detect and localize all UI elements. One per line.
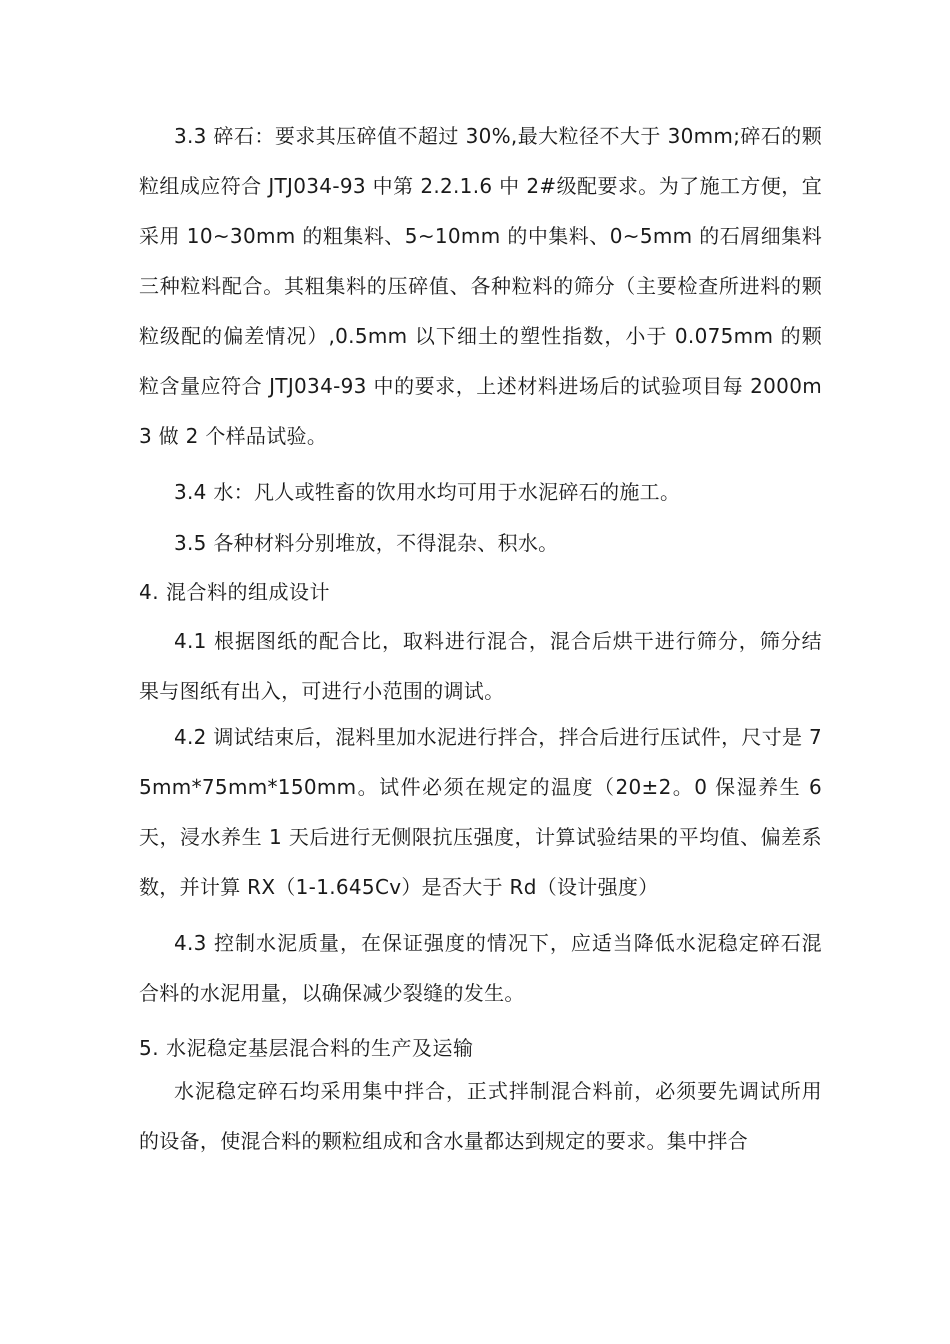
- paragraph-4-2: 4.2 调试结束后，混料里加水泥进行拌合，拌合后进行压试件，尺寸是 75mm*75mm*150mm。试件必须在规定的温度（20±2。0 保湿养生 6 天，浸水养生 1 天后进行无侧限抗压强度，计算试验结果的平均值、偏差系数，并计算 RX（1-1.645Cv）是否大于 Rd（设计强度）: [139, 725, 822, 899]
- heading-4-mix-design: 4. 混合料的组成设计: [139, 580, 330, 604]
- paragraph-3-4-water: 3.4 水：凡人或牲畜的饮用水均可用于水泥碎石的施工。: [174, 480, 681, 504]
- paragraph-4-1: 4.1 根据图纸的配合比，取料进行混合，混合后烘干进行筛分，筛分结果与图纸有出入，可进行小范围的调试。: [139, 629, 822, 703]
- heading-5-production-transport: 5. 水泥稳定基层混合料的生产及运输: [139, 1036, 474, 1060]
- paragraph-3-5-storage: 3.5 各种材料分别堆放，不得混杂、积水。: [174, 531, 559, 555]
- paragraph-3-3-crushed-stone: 3.3 碎石：要求其压碎值不超过 30%,最大粒径不大于 30mm;碎石的颗粒组成应符合 JTJ034-93 中第 2.2.1.6 中 2#级配要求。为了施工方便，宜采用 10~30mm 的粗集料、5~10mm 的中集料、0~5mm 的石屑细集料三种粒料配合。其粗集料的压碎值、各种粒料的筛分（主要检查所进料的颗粒级配的偏差情况）,0.5mm 以下细土的塑性指数，小于 0.075mm 的颗粒含量应符合 JTJ034-93 中的要求，上述材料进场后的试验项目每 2000m3 做 2 个样品试验。: [139, 124, 822, 448]
- paragraph-5-body: 水泥稳定碎石均采用集中拌合，正式拌制混合料前，必须要先调试所用的设备，使混合料的颗粒组成和含水量都达到规定的要求。集中拌合: [139, 1079, 822, 1153]
- paragraph-4-3: 4.3 控制水泥质量，在保证强度的情况下，应适当降低水泥稳定碎石混合料的水泥用量，以确保减少裂缝的发生。: [139, 931, 822, 1005]
